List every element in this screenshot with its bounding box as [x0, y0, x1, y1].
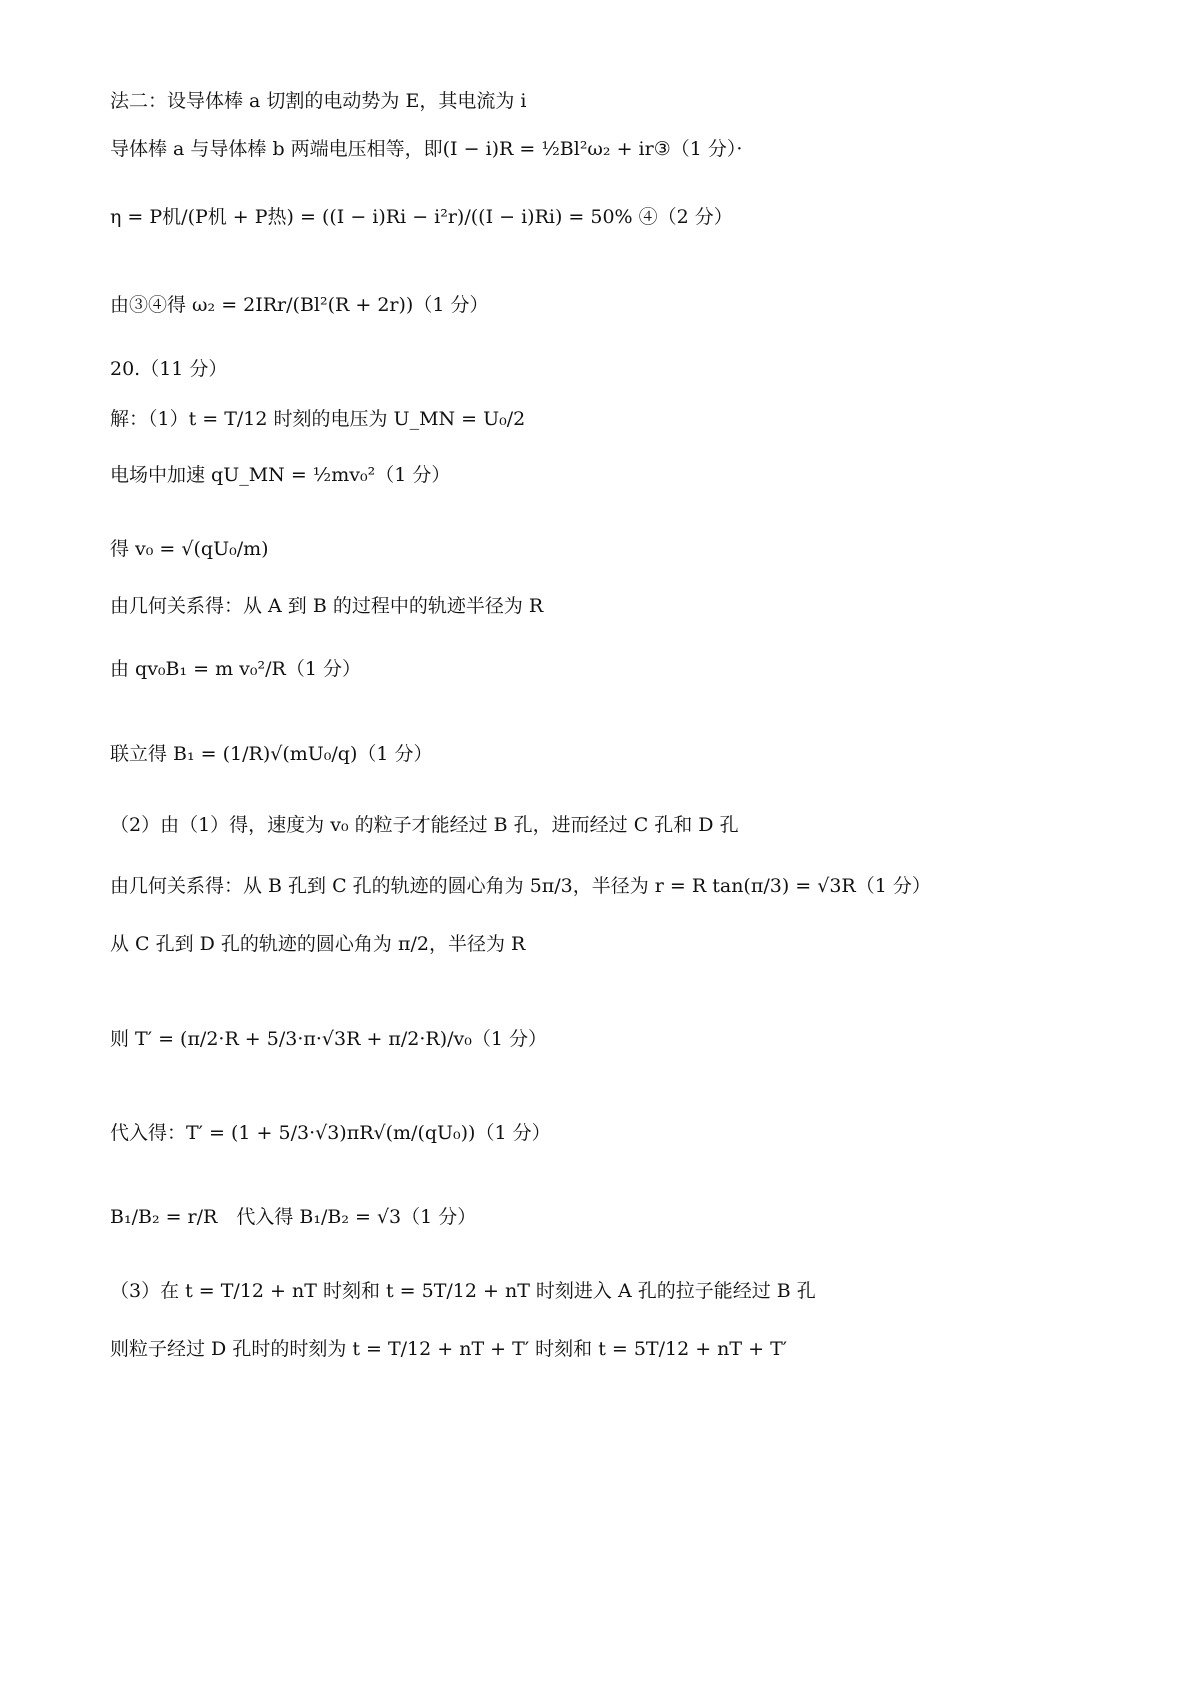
line-13: 由几何关系得：从 B 孔到 C 孔的轨迹的圆心角为 5π/3，半径为 r = R tan(π/3) = √3R（1 分） [110, 875, 931, 897]
line-17: B₁/B₂ = r/R 代入得 B₁/B₂ = √3（1 分） [110, 1206, 477, 1228]
line-4: 由③④得 ω₂ = 2IRr/(Bl²(R + 2r))（1 分） [110, 294, 489, 316]
question-20-heading: 20.（11 分） [110, 358, 228, 380]
line-9: 由几何关系得：从 A 到 B 的过程中的轨迹半径为 R [110, 595, 544, 617]
line-7: 电场中加速 qU_MN = ½mv₀²（1 分） [110, 464, 451, 486]
line-14: 从 C 孔到 D 孔的轨迹的圆心角为 π/2，半径为 R [110, 933, 526, 955]
line-18: （3）在 t = T/12 + nT 时刻和 t = 5T/12 + nT 时刻进入 A 孔的拉子能经过 B 孔 [110, 1280, 816, 1302]
line-1: 法二：设导体棒 a 切割的电动势为 E，其电流为 i [110, 90, 527, 112]
line-8: 得 v₀ = √(qU₀/m) [110, 538, 269, 560]
line-2: 导体棒 a 与导体棒 b 两端电压相等，即(I − i)R = ½Bl²ω₂ + ir③（1 分）· [110, 138, 743, 160]
line-15: 则 T′ = (π/2·R + 5/3·π·√3R + π/2·R)/v₀（1 分） [110, 1028, 548, 1050]
line-10: 由 qv₀B₁ = m v₀²/R（1 分） [110, 658, 361, 680]
line-6: 解：（1）t = T/12 时刻的电压为 U_MN = U₀/2 [110, 408, 526, 430]
line-3: η = P机/(P机 + P热) = ((I − i)Ri − i²r)/((I − i)Ri) = 50% ④（2 分） [110, 206, 733, 228]
line-11: 联立得 B₁ = (1/R)√(mU₀/q)（1 分） [110, 743, 433, 765]
line-12: （2）由（1）得，速度为 v₀ 的粒子才能经过 B 孔，进而经过 C 孔和 D 孔 [110, 814, 739, 836]
line-19: 则粒子经过 D 孔时的时刻为 t = T/12 + nT + T′ 时刻和 t = 5T/12 + nT + T′ [110, 1338, 788, 1360]
line-16: 代入得：T′ = (1 + 5/3·√3)πR√(m/(qU₀))（1 分） [110, 1122, 551, 1144]
